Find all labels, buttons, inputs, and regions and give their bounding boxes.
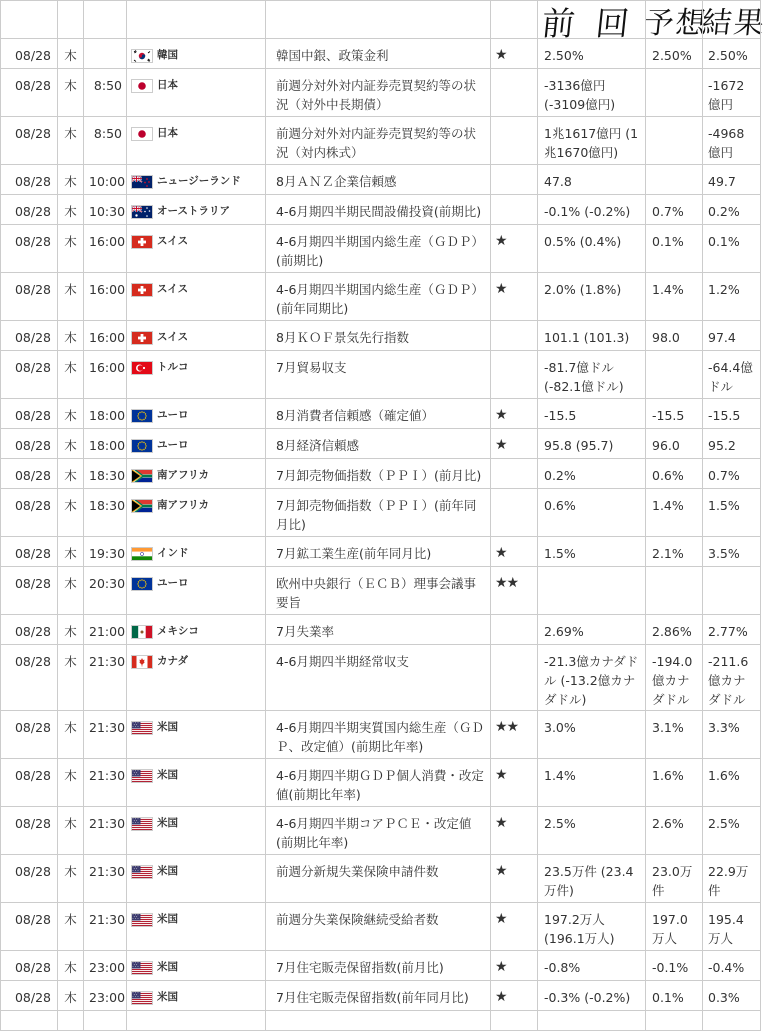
previous-value-cell: 1.5% — [538, 537, 646, 567]
time-cell: 10:00 — [84, 165, 127, 195]
result-value-cell: 22.9万件 — [703, 855, 761, 903]
date-cell: 08/28 — [1, 273, 58, 321]
header-prev2: 回 — [593, 4, 633, 43]
ch-flag-icon — [131, 235, 153, 249]
time-cell: 19:30 — [84, 537, 127, 567]
event-cell[interactable]: 4-6月期四半期国内総生産（ＧＤＰ）(前期比) — [266, 225, 491, 273]
event-cell[interactable]: 前週分失業保険継続受給者数 — [266, 903, 491, 951]
forecast-value-cell: 2.1% — [646, 537, 703, 567]
country-name: ユーロ — [157, 577, 189, 589]
time-cell: 21:30 — [84, 711, 127, 759]
date-cell: 08/28 — [1, 399, 58, 429]
result-value-cell: -1672億円 — [703, 69, 761, 117]
us-flag-icon — [131, 769, 153, 783]
weekday-cell: 木 — [58, 807, 84, 855]
country-cell — [127, 903, 266, 951]
date-cell: 08/28 — [1, 903, 58, 951]
forecast-value-cell — [646, 69, 703, 117]
ch-flag-icon — [131, 331, 153, 345]
event-cell[interactable]: 7月卸売物価指数（ＰＰＩ）(前月比) — [266, 459, 491, 489]
country-cell — [127, 399, 266, 429]
result-value-cell: 1.5% — [703, 489, 761, 537]
forecast-value-cell: 2.50% — [646, 39, 703, 69]
previous-value-cell: 47.8 — [538, 165, 646, 195]
date-cell: 08/28 — [1, 951, 58, 981]
event-cell[interactable]: 欧州中央銀行（ＥＣＢ）理事会議事要旨 — [266, 567, 491, 615]
table-row — [1, 399, 761, 429]
forecast-value-cell: 1.4% — [646, 489, 703, 537]
weekday-cell: 木 — [58, 225, 84, 273]
us-flag-icon — [131, 961, 153, 975]
time-cell: 18:00 — [84, 429, 127, 459]
weekday-cell: 木 — [58, 195, 84, 225]
event-cell[interactable]: 8月ＡＮＺ企業信頼感 — [266, 165, 491, 195]
table-row — [1, 615, 761, 645]
previous-value-cell: -21.3億カナダドル (-13.2億カナダドル) — [538, 645, 646, 711]
tr-flag-icon — [131, 361, 153, 375]
previous-value-cell: 0.2% — [538, 459, 646, 489]
country-cell — [127, 165, 266, 195]
eu-flag-icon — [131, 577, 153, 591]
time-cell — [84, 39, 127, 69]
us-flag-icon — [131, 991, 153, 1005]
country-name: スイス — [157, 331, 189, 343]
country-name: 韓国 — [157, 49, 178, 61]
table-row — [1, 273, 761, 321]
forecast-value-cell: 3.1% — [646, 711, 703, 759]
date-cell: 08/28 — [1, 855, 58, 903]
event-cell[interactable]: 前週分対外対内証券売買契約等の状況（対内株式） — [266, 117, 491, 165]
forecast-value-cell: -194.0億カナダドル — [646, 645, 703, 711]
date-cell: 08/28 — [1, 195, 58, 225]
event-cell[interactable]: 韓国中銀、政策金利 — [266, 39, 491, 69]
us-flag-icon — [131, 817, 153, 831]
date-cell: 08/28 — [1, 537, 58, 567]
date-cell: 08/28 — [1, 39, 58, 69]
previous-value-cell: 2.69% — [538, 615, 646, 645]
importance-stars: ★ — [491, 429, 538, 459]
forecast-value-cell — [646, 165, 703, 195]
previous-value-cell: -3136億円 (-3109億円) — [538, 69, 646, 117]
table-row — [1, 951, 761, 981]
forecast-value-cell: 96.0 — [646, 429, 703, 459]
country-cell — [127, 759, 266, 807]
previous-value-cell: 197.2万人 (196.1万人) — [538, 903, 646, 951]
previous-value-cell: 2.50% — [538, 39, 646, 69]
country-cell — [127, 39, 266, 69]
table-row — [1, 225, 761, 273]
time-cell: 16:00 — [84, 273, 127, 321]
weekday-cell: 木 — [58, 903, 84, 951]
time-cell: 18:30 — [84, 459, 127, 489]
event-cell[interactable]: 4-6月期四半期民間設備投資(前期比) — [266, 195, 491, 225]
time-cell: 21:30 — [84, 855, 127, 903]
weekday-cell: 木 — [58, 429, 84, 459]
time-cell: 21:30 — [84, 645, 127, 711]
previous-value-cell — [538, 567, 646, 615]
country-name: 米国 — [157, 961, 178, 973]
country-cell — [127, 567, 266, 615]
country-cell — [127, 117, 266, 165]
country-cell — [127, 807, 266, 855]
weekday-cell: 木 — [58, 615, 84, 645]
forecast-value-cell: -15.5 — [646, 399, 703, 429]
forecast-value-cell: 0.6% — [646, 459, 703, 489]
result-value-cell: -211.6億カナダドル — [703, 645, 761, 711]
time-cell: 21:00 — [84, 615, 127, 645]
importance-stars: ★★ — [491, 567, 538, 615]
eu-flag-icon — [131, 439, 153, 453]
weekday-cell: 木 — [58, 321, 84, 351]
forecast-value-cell: 1.6% — [646, 759, 703, 807]
date-cell: 08/28 — [1, 615, 58, 645]
za-flag-icon — [131, 469, 153, 483]
date-cell: 08/28 — [1, 759, 58, 807]
country-cell — [127, 489, 266, 537]
importance-stars: ★ — [491, 855, 538, 903]
country-cell — [127, 537, 266, 567]
country-name: 日本 — [157, 79, 178, 91]
country-name: 米国 — [157, 721, 178, 733]
importance-stars — [491, 351, 538, 399]
table-row — [1, 645, 761, 711]
importance-stars — [491, 645, 538, 711]
weekday-cell: 木 — [58, 951, 84, 981]
weekday-cell: 木 — [58, 489, 84, 537]
date-cell: 08/28 — [1, 567, 58, 615]
weekday-cell: 木 — [58, 567, 84, 615]
previous-value-cell: 3.0% — [538, 711, 646, 759]
country-name: ユーロ — [157, 409, 189, 421]
previous-value-cell: 2.0% (1.8%) — [538, 273, 646, 321]
country-cell — [127, 981, 266, 1011]
date-cell: 08/28 — [1, 351, 58, 399]
table-row — [1, 981, 761, 1011]
event-cell[interactable]: 前週分対外対内証券売買契約等の状況（対外中長期債） — [266, 69, 491, 117]
time-cell: 23:00 — [84, 981, 127, 1011]
time-cell: 16:00 — [84, 351, 127, 399]
au-flag-icon — [131, 205, 153, 219]
weekday-cell: 木 — [58, 69, 84, 117]
country-name: 米国 — [157, 991, 178, 1003]
importance-stars — [491, 615, 538, 645]
event-cell[interactable]: 4-6月期四半期実質国内総生産（ＧＤＰ、改定値）(前期比年率) — [266, 711, 491, 759]
previous-value-cell: 0.6% — [538, 489, 646, 537]
table-row — [1, 117, 761, 165]
forecast-value-cell: -0.1% — [646, 951, 703, 981]
previous-value-cell: 95.8 (95.7) — [538, 429, 646, 459]
result-value-cell: 0.2% — [703, 195, 761, 225]
table-row — [1, 165, 761, 195]
importance-stars: ★ — [491, 225, 538, 273]
weekday-cell: 木 — [58, 165, 84, 195]
result-value-cell: -15.5 — [703, 399, 761, 429]
header-result: 結果 — [699, 6, 768, 41]
previous-value-cell: 1兆1617億円 (1兆1670億円) — [538, 117, 646, 165]
country-name: 南アフリカ — [157, 469, 209, 481]
time-cell: 23:00 — [84, 951, 127, 981]
forecast-value-cell: 98.0 — [646, 321, 703, 351]
header-prev: 前 — [539, 4, 579, 43]
table-row — [1, 195, 761, 225]
ch-flag-icon — [131, 283, 153, 297]
weekday-cell: 木 — [58, 711, 84, 759]
forecast-value-cell: 2.6% — [646, 807, 703, 855]
date-cell: 08/28 — [1, 489, 58, 537]
importance-stars — [491, 321, 538, 351]
za-flag-icon — [131, 499, 153, 513]
result-value-cell: 3.5% — [703, 537, 761, 567]
event-cell[interactable]: 4-6月期四半期ＧＤＰ個人消費・改定値(前期比年率) — [266, 759, 491, 807]
weekday-cell: 木 — [58, 39, 84, 69]
date-cell: 08/28 — [1, 165, 58, 195]
importance-stars — [491, 69, 538, 117]
date-cell: 08/28 — [1, 321, 58, 351]
weekday-cell: 木 — [58, 645, 84, 711]
table-row — [1, 759, 761, 807]
event-cell[interactable]: 8月経済信頼感 — [266, 429, 491, 459]
us-flag-icon — [131, 865, 153, 879]
importance-stars: ★★ — [491, 711, 538, 759]
forecast-value-cell: 23.0万件 — [646, 855, 703, 903]
result-value-cell: 2.5% — [703, 807, 761, 855]
importance-stars: ★ — [491, 759, 538, 807]
country-name: 米国 — [157, 817, 178, 829]
country-cell — [127, 645, 266, 711]
result-value-cell: 0.1% — [703, 225, 761, 273]
time-cell: 10:30 — [84, 195, 127, 225]
table-row — [1, 711, 761, 759]
result-value-cell: 0.3% — [703, 981, 761, 1011]
result-value-cell: 49.7 — [703, 165, 761, 195]
result-value-cell: 195.4万人 — [703, 903, 761, 951]
date-cell: 08/28 — [1, 69, 58, 117]
previous-value-cell: 101.1 (101.3) — [538, 321, 646, 351]
previous-value-cell: 0.5% (0.4%) — [538, 225, 646, 273]
result-value-cell: 95.2 — [703, 429, 761, 459]
importance-stars: ★ — [491, 807, 538, 855]
ca-flag-icon — [131, 655, 153, 669]
date-cell: 08/28 — [1, 429, 58, 459]
weekday-cell: 木 — [58, 537, 84, 567]
time-cell: 16:00 — [84, 225, 127, 273]
country-name: トルコ — [157, 361, 189, 373]
forecast-value-cell: 197.0万人 — [646, 903, 703, 951]
result-value-cell: 1.2% — [703, 273, 761, 321]
time-cell: 16:00 — [84, 321, 127, 351]
previous-value-cell: -15.5 — [538, 399, 646, 429]
forecast-value-cell — [646, 117, 703, 165]
event-cell[interactable]: 7月卸売物価指数（ＰＰＩ）(前年同月比) — [266, 489, 491, 537]
event-cell[interactable]: 7月鉱工業生産(前年同月比) — [266, 537, 491, 567]
country-cell — [127, 951, 266, 981]
table-row — [1, 567, 761, 615]
table-row — [1, 351, 761, 399]
forecast-value-cell — [646, 351, 703, 399]
time-cell: 8:50 — [84, 69, 127, 117]
result-value-cell — [703, 567, 761, 615]
result-value-cell: 3.3% — [703, 711, 761, 759]
jp-flag-icon — [131, 127, 153, 141]
country-cell — [127, 195, 266, 225]
importance-stars — [491, 459, 538, 489]
event-cell[interactable]: 7月失業率 — [266, 615, 491, 645]
country-name: 米国 — [157, 769, 178, 781]
event-cell[interactable]: 7月貿易収支 — [266, 351, 491, 399]
weekday-cell: 木 — [58, 981, 84, 1011]
forecast-value-cell: 2.86% — [646, 615, 703, 645]
table-row — [1, 855, 761, 903]
mx-flag-icon — [131, 625, 153, 639]
previous-value-cell: -0.8% — [538, 951, 646, 981]
weekday-cell: 木 — [58, 351, 84, 399]
importance-stars — [491, 165, 538, 195]
forecast-value-cell: 0.7% — [646, 195, 703, 225]
us-flag-icon — [131, 721, 153, 735]
event-cell[interactable]: 4-6月期四半期コアＰＣＥ・改定値(前期比年率) — [266, 807, 491, 855]
in-flag-icon — [131, 547, 153, 561]
table-row-top — [1, 1, 761, 39]
table-row — [1, 69, 761, 117]
time-cell: 21:30 — [84, 903, 127, 951]
country-name: 日本 — [157, 127, 178, 139]
importance-stars: ★ — [491, 951, 538, 981]
event-cell[interactable]: 前週分新規失業保険申請件数 — [266, 855, 491, 903]
time-cell: 8:50 — [84, 117, 127, 165]
date-cell: 08/28 — [1, 645, 58, 711]
date-cell: 08/28 — [1, 117, 58, 165]
country-cell — [127, 273, 266, 321]
table-row — [1, 429, 761, 459]
country-name: 米国 — [157, 865, 178, 877]
table-row — [1, 807, 761, 855]
country-cell — [127, 321, 266, 351]
previous-value-cell: 2.5% — [538, 807, 646, 855]
importance-stars: ★ — [491, 273, 538, 321]
us-flag-icon — [131, 913, 153, 927]
date-cell: 08/28 — [1, 225, 58, 273]
header-forecast: 予想 — [641, 6, 710, 41]
table-row — [1, 39, 761, 69]
country-name: メキシコ — [157, 625, 199, 637]
previous-value-cell: -0.1% (-0.2%) — [538, 195, 646, 225]
country-cell — [127, 855, 266, 903]
result-value-cell: -64.4億ドル — [703, 351, 761, 399]
importance-stars: ★ — [491, 903, 538, 951]
country-cell — [127, 351, 266, 399]
table-row — [1, 903, 761, 951]
eu-flag-icon — [131, 409, 153, 423]
result-value-cell: 97.4 — [703, 321, 761, 351]
country-name: ユーロ — [157, 439, 189, 451]
event-cell[interactable]: 4-6月期四半期経常収支 — [266, 645, 491, 711]
weekday-cell: 木 — [58, 459, 84, 489]
forecast-value-cell: 0.1% — [646, 981, 703, 1011]
table-row — [1, 489, 761, 537]
date-cell: 08/28 — [1, 807, 58, 855]
country-name: オーストラリア — [157, 205, 230, 217]
result-value-cell: -4968億円 — [703, 117, 761, 165]
forecast-value-cell: 0.1% — [646, 225, 703, 273]
previous-value-cell: 1.4% — [538, 759, 646, 807]
table-row — [1, 321, 761, 351]
previous-value-cell: 23.5万件 (23.4万件) — [538, 855, 646, 903]
time-cell: 21:30 — [84, 759, 127, 807]
result-value-cell: 2.50% — [703, 39, 761, 69]
kr-flag-icon — [131, 49, 153, 63]
country-cell — [127, 615, 266, 645]
forecast-value-cell: 1.4% — [646, 273, 703, 321]
weekday-cell: 木 — [58, 273, 84, 321]
table-row — [1, 459, 761, 489]
weekday-cell: 木 — [58, 855, 84, 903]
country-cell — [127, 69, 266, 117]
country-name: 南アフリカ — [157, 499, 209, 511]
weekday-cell: 木 — [58, 117, 84, 165]
result-value-cell: 2.77% — [703, 615, 761, 645]
forecast-value-cell — [646, 567, 703, 615]
importance-stars: ★ — [491, 39, 538, 69]
event-cell[interactable]: 8月ＫＯＦ景気先行指数 — [266, 321, 491, 351]
jp-flag-icon — [131, 79, 153, 93]
event-cell[interactable]: 7月住宅販売保留指数(前月比) — [266, 951, 491, 981]
nz-flag-icon — [131, 175, 153, 189]
date-cell: 08/28 — [1, 711, 58, 759]
time-cell: 18:00 — [84, 399, 127, 429]
weekday-cell: 木 — [58, 399, 84, 429]
country-name: スイス — [157, 235, 189, 247]
country-name: スイス — [157, 283, 189, 295]
time-cell: 21:30 — [84, 807, 127, 855]
importance-stars: ★ — [491, 399, 538, 429]
date-cell: 08/28 — [1, 981, 58, 1011]
country-cell — [127, 459, 266, 489]
result-value-cell: -0.4% — [703, 951, 761, 981]
previous-value-cell: -81.7億ドル (-82.1億ドル) — [538, 351, 646, 399]
weekday-cell: 木 — [58, 759, 84, 807]
time-cell: 18:30 — [84, 489, 127, 537]
table-row-filler — [1, 1011, 761, 1031]
event-cell[interactable]: 8月消費者信頼感（確定値） — [266, 399, 491, 429]
importance-stars — [491, 117, 538, 165]
country-name: 米国 — [157, 913, 178, 925]
country-cell — [127, 429, 266, 459]
country-cell — [127, 225, 266, 273]
importance-stars — [491, 195, 538, 225]
table-row — [1, 537, 761, 567]
time-cell: 20:30 — [84, 567, 127, 615]
previous-value-cell: -0.3% (-0.2%) — [538, 981, 646, 1011]
event-cell[interactable]: 4-6月期四半期国内総生産（ＧＤＰ）(前年同期比) — [266, 273, 491, 321]
result-value-cell: 0.7% — [703, 459, 761, 489]
importance-stars: ★ — [491, 981, 538, 1011]
date-cell: 08/28 — [1, 459, 58, 489]
country-cell — [127, 711, 266, 759]
importance-stars: ★ — [491, 537, 538, 567]
country-name: ニュージーランド — [157, 175, 241, 187]
country-name: インド — [157, 547, 189, 559]
event-cell[interactable]: 7月住宅販売保留指数(前年同月比) — [266, 981, 491, 1011]
country-name: カナダ — [157, 655, 188, 667]
importance-stars — [491, 489, 538, 537]
result-value-cell: 1.6% — [703, 759, 761, 807]
